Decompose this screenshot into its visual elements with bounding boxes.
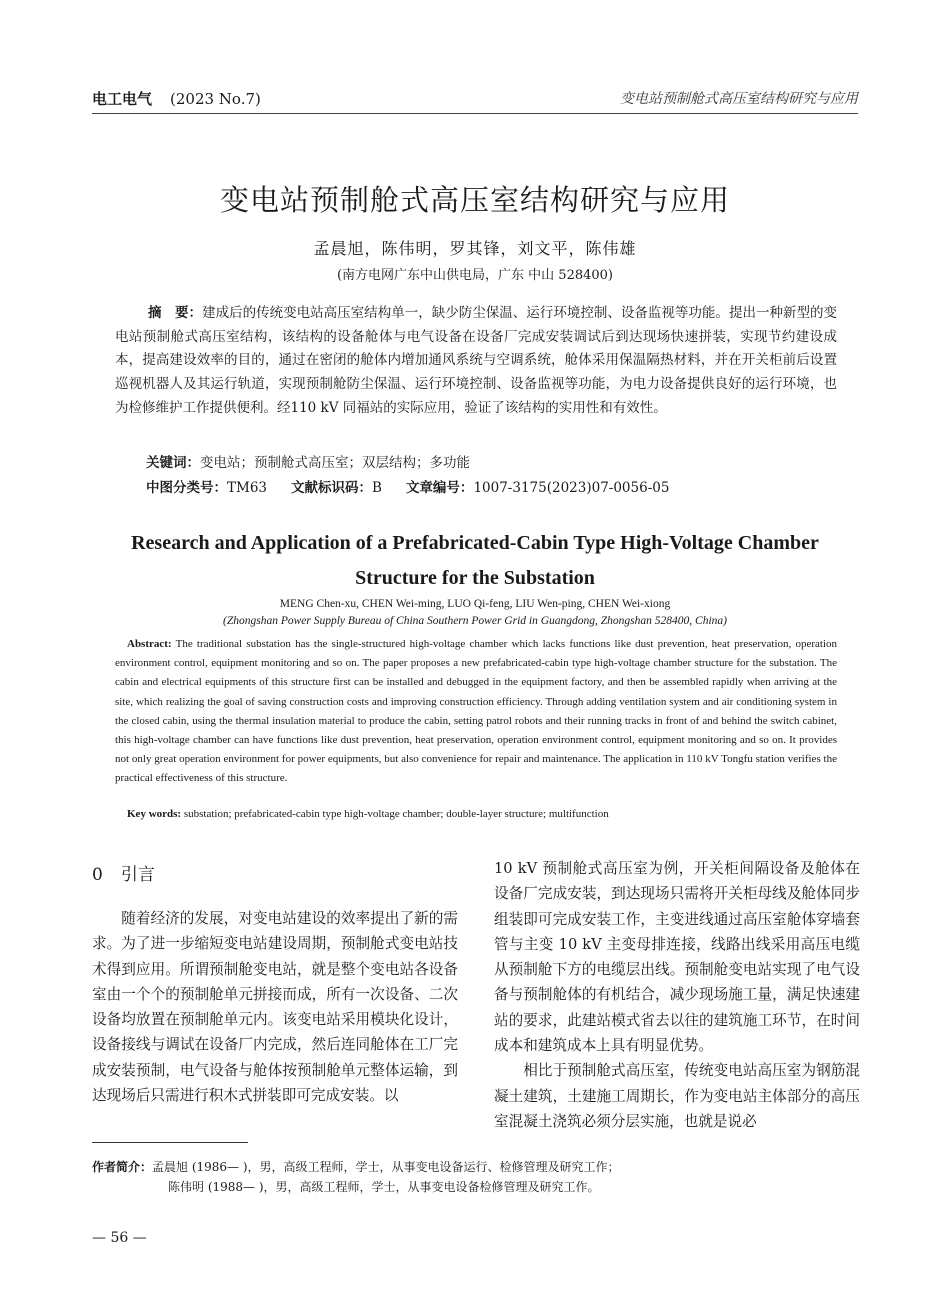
keywords-cn-label: 关键词： [146, 455, 200, 471]
body-paragraph: 随着经济的发展，对变电站建设的效率提出了新的需求。为了进一步缩短变电站建设周期，预制舱式变电站技术得到应用。所谓预制舱变电站，就是整个变电站各设备室由一个个的预制舱单元拼接而成，所有一次设备、二次设备均放置在预制舱单元内。该变电站采用模块化设计，设备接线与调试在设备厂内完成，然后连同舱体在工厂完成安装预制，电气设备与舱体按预制舱单元整体运输，到达现场后只需进行积木式拼装即可完成安装。以 [92, 910, 458, 1105]
author-footnote [92, 1158, 852, 1197]
abstract-cn-text: 建成后的传统变电站高压室结构单一，缺少防尘保温、运行环境控制、设备监视等功能。提出一种新型的变电站预制舱式高压室结构，该结构的设备舱体与电气设备在设备厂完成安装调试后到达现场快速拼装，实现节约建设成本，提高建设效率的目的，通过在密闭的舱体内增加通风系统与空调系统，舱体采用保温隔热材料，并在开关柜前后设置巡视机器人及其运行轨道，实现预制舱防尘保温、运行环境控制、设备监视等功能，为电力设备提供良好的运行环境，也为检修维护工作提供便利。经110 kV 同福站的实际应用，验证了该结构的实用性和有效性。 [115, 305, 838, 416]
keywords-en-text: substation; prefabricated-cabin type high-voltage chamber; double-layer structure; multifunction [183, 808, 609, 820]
paper-title-en: Research and Application of a Prefabricated-Cabin Type High-Voltage Chamber Structure for the Substation [131, 532, 819, 589]
affiliation-en: (Zhongshan Power Supply Bureau of China Southern Power Grid in Guangdong, Zhongshan 528400, China) [223, 615, 727, 627]
keywords-cn [146, 451, 836, 471]
doc-code-value: B [372, 480, 382, 496]
footnote-divider [92, 1142, 248, 1143]
affiliation-cn: (南方电网广东中山供电局，广东 中山 528400) [336, 268, 614, 283]
header-divider [92, 113, 858, 114]
journal-name: 电工电气 [92, 90, 153, 108]
keywords-en-label: Key words: [127, 808, 182, 820]
keywords-cn-text: 变电站；预制舱式高压室；双层结构；多功能 [200, 455, 470, 471]
doc-code-label: 文献标识码： [291, 480, 373, 496]
section-heading [92, 860, 155, 885]
clc-label: 中图分类号： [146, 480, 227, 496]
clc-value: TM63 [227, 480, 268, 496]
running-title: 变电站预制舱式高压室结构研究与应用 [620, 91, 858, 107]
classification-line [146, 476, 836, 496]
authors-cn: 孟晨旭，陈伟明，罗其锋，刘文平，陈伟雄 [313, 239, 637, 258]
body-column-right [494, 856, 860, 1134]
body-paragraph: 10 kV 预制舱式高压室为例，开关柜间隔设备及舱体在设备厂完成安装，到达现场只需将开关柜母线及舱体同步组装即可完成安装工作，主变进线通过高压室舱体穿墙套管与主变 10 kV 主变母排连接，线路出线采用高压电缆从预制舱下方的电缆层出线。预制舱变电站实现了电气设备与预制舱体的有机结合，减少现场施工量，满足快速建站的要求，此建站模式省去以往的建筑施工环节，在时间成本和建筑成本上具有明显优势。 [494, 860, 860, 1055]
keywords-en [127, 808, 837, 820]
footnote-line-1: 孟晨旭 (1986— )，男，高级工程师，学士，从事变电设备运行、检修管理及研究工作； [152, 1160, 620, 1174]
article-no-label: 文章编号： [405, 480, 474, 496]
body-paragraph: 相比于预制舱式高压室，传统变电站高压室为钢筋混凝土建筑，土建施工周期长，作为变电站主体部分的高压室混凝土浇筑必须分层实施，也就是说必 [494, 1062, 860, 1130]
abstract-en-label: Abstract: [127, 638, 172, 650]
abstract-cn [115, 302, 837, 421]
body-column-left [92, 906, 458, 1108]
footnote-line-2: 陈伟明 (1988— )，男，高级工程师，学士，从事变电设备检修管理及研究工作。 [168, 1179, 600, 1194]
section-number: 0 [92, 865, 103, 885]
article-no-value: 1007-3175(2023)07-0056-05 [473, 480, 670, 496]
journal-header [92, 88, 261, 109]
page-number: — 56 — [92, 1230, 147, 1246]
abstract-en [115, 635, 837, 789]
journal-issue: (2023 No.7) [170, 90, 261, 108]
abstract-en-text: The traditional substation has the single-structured high-voltage chamber which lacks functions like dust prevention, heat preservation, operation environment control, equipment monitoring and so on. The paper proposes a new prefabricated-cabin type high-voltage chamber structure for the substation. The cabin and electrical equipments of this structure first can be installed and debugged in the equipment factory, and then be assembled rapidly when arriving at the site, which realizing the goal of saving construction costs and improving construction efficiency. Through adding ventilation system and air conditioning system in the closed cabin, using the thermal insulation material to produce the cabin, setting patrol robots and their running tracks in front of and behind the switch cabinet, this high-voltage chamber can have functions like dust prevention, heat preservation, operation environment control, equipment monitoring and so on. It provides not only great operation environment for power equipments, but also convenience for repair and maintenance. The application in 110 kV Tongfu station verifies the practical effectiveness of this structure. [115, 638, 837, 785]
paper-title-cn: 变电站预制舱式高压室结构研究与应用 [219, 183, 730, 217]
footnote-label: 作者简介： [92, 1160, 153, 1174]
authors-en: MENG Chen-xu, CHEN Wei-ming, LUO Qi-feng, LIU Wen-ping, CHEN Wei-xiong [279, 598, 671, 610]
section-title: 引言 [120, 865, 155, 885]
abstract-cn-label: 摘 要： [148, 305, 203, 321]
